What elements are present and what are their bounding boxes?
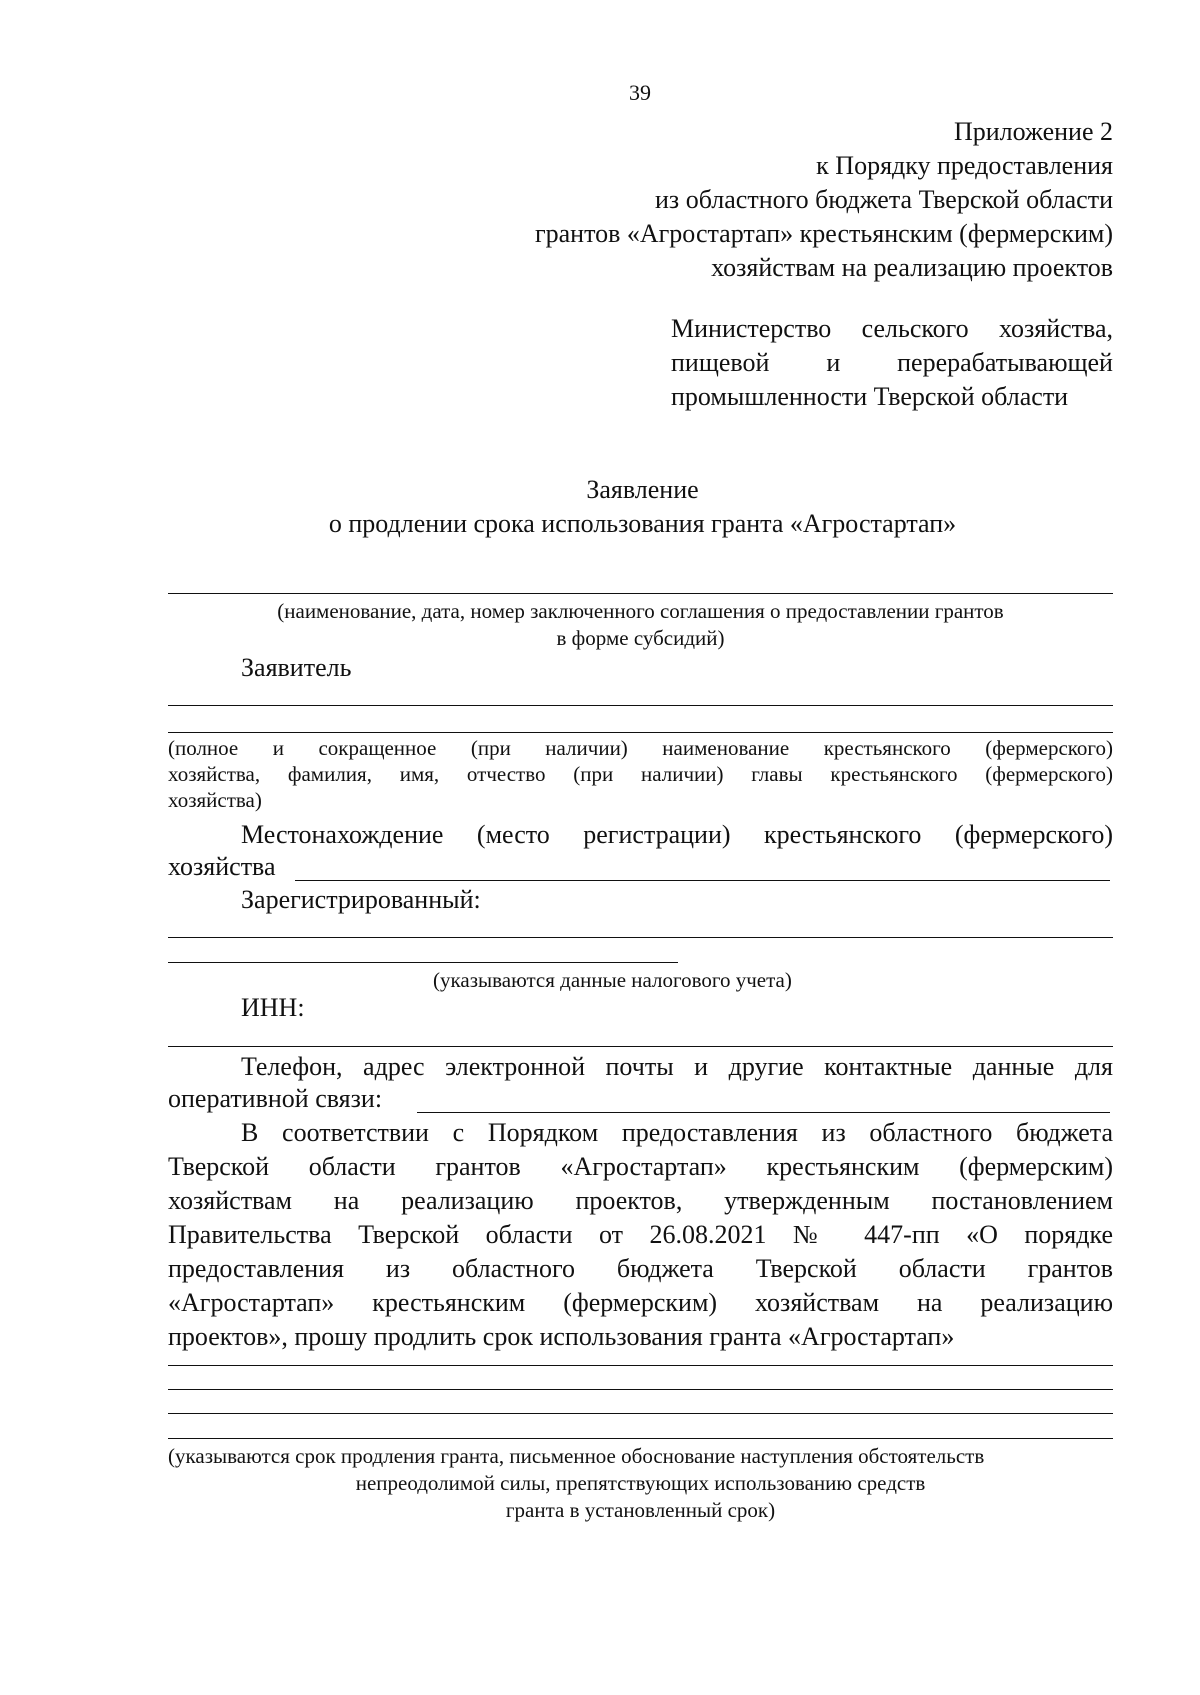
location-field-line bbox=[295, 880, 1110, 881]
body-line-4: Правительства Тверской области от 26.08.2021 № 447-пп «О порядке bbox=[168, 1220, 1113, 1249]
applicant-field-line-1 bbox=[168, 705, 1113, 706]
page-number: 39 bbox=[629, 80, 651, 105]
registered-field-line-1 bbox=[168, 937, 1113, 938]
extension-caption-line-2: непреодолимой силы, препятствующих использованию средств bbox=[355, 1471, 926, 1495]
appendix-line-5: хозяйствам на реализацию проектов bbox=[711, 253, 1113, 282]
document-subtitle: о продлении срока использования гранта «Агростартап» bbox=[328, 509, 957, 538]
agreement-field-line bbox=[168, 593, 1113, 594]
extension-caption-line-1: (указываются срок продления гранта, письменное обоснование наступления обстоятельств bbox=[168, 1444, 985, 1468]
addressee-word-2: и bbox=[826, 348, 841, 377]
applicant-label: Заявитель bbox=[241, 653, 352, 682]
location-line-1: Местонахождение (место регистрации) крестьянского (фермерского) bbox=[241, 820, 1113, 849]
contacts-field-line bbox=[417, 1112, 1110, 1113]
farm-caption-line-3: хозяйства) bbox=[168, 788, 262, 812]
body-line-2: Тверской области грантов «Агростартап» крестьянским (фермерским) bbox=[168, 1152, 1113, 1181]
extension-field-line-3 bbox=[168, 1413, 1113, 1414]
addressee-line-3: промышленности Тверской области bbox=[671, 382, 1069, 411]
addressee-line-1: Министерство сельского хозяйства, bbox=[671, 314, 1113, 343]
extension-caption-line-3: гранта в установленный срок) bbox=[505, 1498, 776, 1522]
registered-field-line-2 bbox=[168, 962, 678, 963]
appendix-line-4: грантов «Агростартап» крестьянским (фермерским) bbox=[534, 219, 1113, 248]
inn-label: ИНН: bbox=[241, 993, 305, 1022]
applicant-field-line-2 bbox=[168, 732, 1113, 733]
addressee-word-3: перерабатывающей bbox=[897, 348, 1113, 377]
farm-caption-line-1: (полное и сокращенное (при наличии) наименование крестьянского (фермерского) bbox=[168, 736, 1113, 760]
farm-caption-line-2: хозяйства, фамилия, имя, отчество (при наличии) главы крестьянского (фермерского) bbox=[168, 762, 1113, 786]
contacts-line-2: оперативной связи: bbox=[168, 1084, 383, 1113]
appendix-line-1: Приложение 2 bbox=[953, 117, 1113, 146]
contacts-line-1: Телефон, адрес электронной почты и другие контактные данные для bbox=[241, 1052, 1113, 1081]
extension-field-line-2 bbox=[168, 1389, 1113, 1390]
body-line-7: проектов», прошу продлить срок использования гранта «Агростартап» bbox=[168, 1322, 955, 1351]
agreement-caption-line-1: (наименование, дата, номер заключенного соглашения о предоставлении грантов bbox=[277, 599, 1004, 623]
appendix-line-3: из областного бюджета Тверской области bbox=[655, 185, 1113, 214]
registered-label: Зарегистрированный: bbox=[241, 885, 481, 914]
body-line-1: В соответствии с Порядком предоставления из областного бюджета bbox=[241, 1118, 1113, 1147]
body-line-5: предоставления из областного бюджета Тверской области грантов bbox=[168, 1254, 1113, 1283]
extension-field-line-1 bbox=[168, 1365, 1113, 1366]
agreement-caption-line-2: в форме субсидий) bbox=[556, 626, 725, 650]
tax-caption: (указываются данные налогового учета) bbox=[433, 968, 792, 992]
addressee-word-1: пищевой bbox=[671, 348, 770, 377]
location-line-2: хозяйства bbox=[168, 852, 276, 881]
body-line-3: хозяйствам на реализацию проектов, утвержденным постановлением bbox=[168, 1186, 1113, 1215]
inn-field-line bbox=[168, 1046, 1113, 1047]
addressee-line-2 bbox=[671, 347, 1113, 379]
body-line-6: «Агростартап» крестьянским (фермерским) хозяйствам на реализацию bbox=[168, 1288, 1113, 1317]
extension-field-line-4 bbox=[168, 1438, 1113, 1439]
document-title: Заявление bbox=[586, 475, 699, 504]
appendix-line-2: к Порядку предоставления bbox=[816, 151, 1113, 180]
